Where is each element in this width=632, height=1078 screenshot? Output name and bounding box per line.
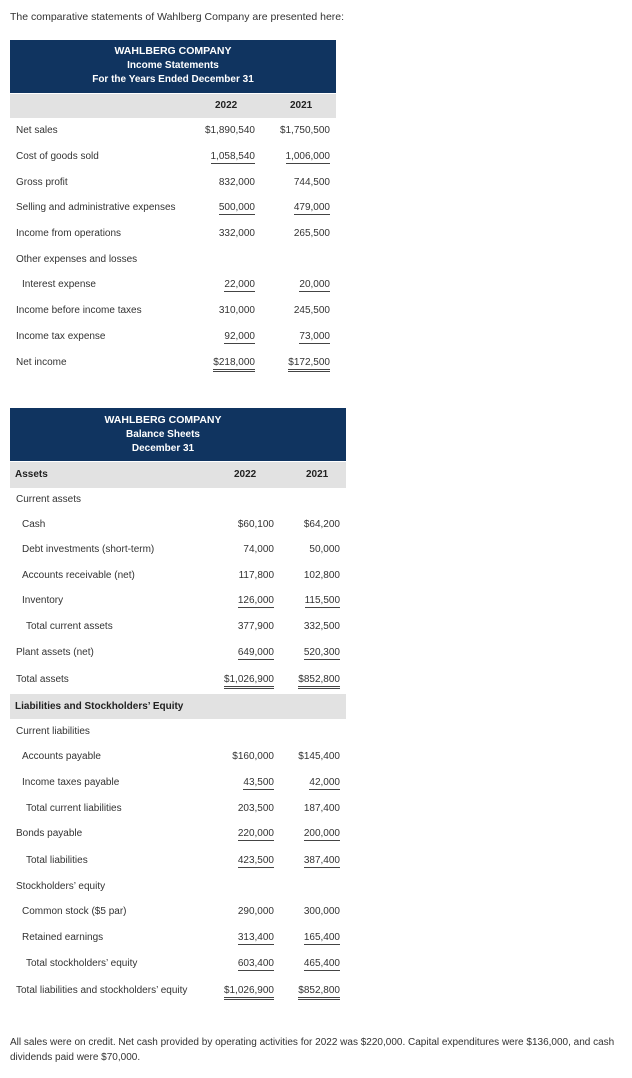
bs-value-2021: $145,400	[298, 751, 340, 762]
is-period: For the Years Ended December 31	[92, 74, 254, 85]
is-column-header	[10, 94, 336, 118]
bs-row-income-taxes-payable	[0, 777, 632, 791]
is-label: Income before income taxes	[16, 305, 142, 316]
bs-label: Total stockholders’ equity	[26, 958, 138, 969]
bs-value-2021: 200,000	[303, 828, 340, 839]
bs-value-2022: 220,000	[237, 828, 274, 839]
bs-row-debt-investments	[0, 544, 632, 558]
is-label: Selling and administrative expenses	[16, 202, 176, 213]
bs-label: Plant assets (net)	[16, 647, 94, 658]
is-row-income-operations	[0, 228, 632, 242]
bs-value-2022: $160,000	[232, 751, 274, 762]
is-value-2021: 1,006,000	[285, 151, 330, 162]
bs-value-2022: 74,000	[243, 544, 274, 555]
bs-assets-header: Assets	[15, 469, 48, 480]
is-row-gross-profit	[0, 177, 632, 191]
bs-row-total-stockholders-equity	[0, 958, 632, 972]
is-value-2021: 73,000	[299, 331, 330, 342]
bs-value-2022: $1,026,900	[224, 674, 274, 689]
bs-row-current-liabilities	[0, 726, 632, 740]
is-label: Gross profit	[16, 177, 68, 188]
is-value-2022: $218,000	[213, 357, 255, 372]
bs-company-name: WAHLBERG COMPANY	[104, 414, 222, 426]
bs-value-2022: 377,900	[237, 621, 274, 632]
is-row-other-expenses	[0, 254, 632, 268]
bs-value-2022: $60,100	[237, 519, 274, 530]
bs-value-2021: $852,800	[298, 985, 340, 1000]
is-value-2021: $172,500	[288, 357, 330, 372]
bs-label: Bonds payable	[16, 828, 83, 839]
bs-row-total-current-assets	[0, 621, 632, 635]
bs-value-2021: 102,800	[303, 570, 340, 581]
is-row-net-sales	[0, 125, 632, 139]
is-value-2021: 479,000	[293, 202, 330, 213]
bs-label: Current assets	[16, 494, 82, 505]
is-value-2021: $1,750,500	[279, 125, 330, 136]
bs-row-total-assets	[0, 674, 632, 688]
is-title: Income Statements	[127, 59, 219, 71]
bs-value-2021: 520,300	[303, 647, 340, 658]
bs-row-total-current-liabilities	[0, 803, 632, 817]
bs-label: Total current liabilities	[26, 803, 122, 814]
bs-value-2022: 603,400	[237, 958, 274, 969]
is-label: Income tax expense	[16, 331, 106, 342]
bs-value-2022: $1,026,900	[224, 985, 274, 1000]
bs-value-2022: 649,000	[237, 647, 274, 658]
bs-value-2021: $64,200	[303, 519, 340, 530]
bs-value-2022: 423,500	[237, 855, 274, 866]
is-row-income-tax	[0, 331, 632, 345]
bs-label: Inventory	[22, 595, 64, 606]
is-value-2021: 245,500	[293, 305, 330, 316]
bs-label: Total assets	[16, 674, 69, 685]
is-row-cogs	[0, 151, 632, 165]
is-label: Income from operations	[16, 228, 122, 239]
bs-value-2022: 290,000	[237, 906, 274, 917]
bs-value-2022: 43,500	[243, 777, 274, 788]
bs-value-2021: 187,400	[303, 803, 340, 814]
bs-liabilities-header	[10, 694, 346, 719]
bs-row-total-liabilities	[0, 855, 632, 869]
is-value-2022: 500,000	[218, 202, 255, 213]
bs-liabilities-header-label: Liabilities and Stockholders’ Equity	[15, 701, 184, 712]
bs-label: Accounts receivable (net)	[22, 570, 135, 581]
bs-row-bonds-payable	[0, 828, 632, 842]
is-label: Other expenses and losses	[16, 254, 138, 265]
is-row-selling-admin	[0, 202, 632, 216]
bs-row-stockholders-equity	[0, 881, 632, 895]
bs-row-inventory	[0, 595, 632, 609]
bs-row-plant-assets	[0, 647, 632, 661]
bs-value-2021: 332,500	[303, 621, 340, 632]
bs-col-2021: 2021	[306, 469, 329, 480]
is-col-2022: 2022	[215, 100, 238, 111]
is-row-income-before-tax	[0, 305, 632, 319]
is-label: Cost of goods sold	[16, 151, 99, 162]
is-value-2022: 310,000	[218, 305, 255, 316]
bs-label: Common stock ($5 par)	[22, 906, 127, 917]
bs-label: Total liabilities	[26, 855, 88, 866]
bs-title: Balance Sheets	[126, 428, 200, 440]
is-value-2022: 332,000	[218, 228, 255, 239]
bs-label: Accounts payable	[22, 751, 101, 762]
bs-row-common-stock	[0, 906, 632, 920]
bs-value-2021: 50,000	[309, 544, 340, 555]
is-value-2021: 20,000	[299, 279, 330, 290]
bs-value-2022: 313,400	[237, 932, 274, 943]
is-col-2021: 2021	[290, 100, 313, 111]
bs-label: Total current assets	[26, 621, 113, 632]
income-statement-banner	[10, 40, 336, 93]
bs-value-2021: 165,400	[303, 932, 340, 943]
is-row-interest-expense	[0, 279, 632, 293]
bs-row-accounts-receivable	[0, 570, 632, 584]
is-label: Interest expense	[22, 279, 96, 290]
balance-sheet-banner	[10, 408, 346, 461]
bs-row-retained-earnings	[0, 932, 632, 946]
bs-label: Income taxes payable	[22, 777, 120, 788]
is-value-2021: 744,500	[293, 177, 330, 188]
bs-row-cash	[0, 519, 632, 533]
bs-label: Cash	[22, 519, 46, 530]
is-label: Net income	[16, 357, 67, 368]
bs-value-2022: 126,000	[237, 595, 274, 606]
is-value-2022: 92,000	[224, 331, 255, 342]
is-value-2022: $1,890,540	[204, 125, 255, 136]
bs-row-current-assets	[0, 494, 632, 508]
is-value-2022: 1,058,540	[210, 151, 255, 162]
bs-col-2022: 2022	[234, 469, 257, 480]
bs-value-2021: $852,800	[298, 674, 340, 689]
footnote-text: All sales were on credit. Net cash provided by operating activities for 2022 was $220,000. Capital expenditures were $136,000, and cash dividends paid were $70,000.	[10, 1037, 615, 1063]
bs-value-2021: 115,500	[304, 595, 340, 606]
bs-value-2021: 300,000	[303, 906, 340, 917]
is-company-name: WAHLBERG COMPANY	[114, 45, 232, 57]
bs-value-2021: 387,400	[303, 855, 340, 866]
bs-label: Stockholders’ equity	[16, 881, 106, 892]
is-value-2022: 22,000	[224, 279, 255, 290]
bs-label: Current liabilities	[16, 726, 90, 737]
bs-row-total-liabilities-equity	[0, 985, 632, 999]
bs-label: Retained earnings	[22, 932, 104, 943]
bs-label: Total liabilities and stockholders’ equity	[16, 985, 188, 996]
is-label: Net sales	[16, 125, 58, 136]
is-row-net-income	[0, 357, 632, 371]
is-value-2021: 265,500	[293, 228, 330, 239]
bs-value-2021: 42,000	[309, 777, 340, 788]
bs-period: December 31	[131, 443, 195, 454]
bs-value-2022: 117,800	[238, 570, 274, 581]
is-value-2022: 832,000	[218, 177, 255, 188]
bs-value-2022: 203,500	[237, 803, 274, 814]
bs-row-accounts-payable	[0, 751, 632, 765]
intro-text: The comparative statements of Wahlberg Company are presented here:	[10, 11, 345, 23]
bs-column-header	[10, 462, 346, 488]
bs-value-2021: 465,400	[303, 958, 340, 969]
bs-label: Debt investments (short-term)	[22, 544, 155, 555]
